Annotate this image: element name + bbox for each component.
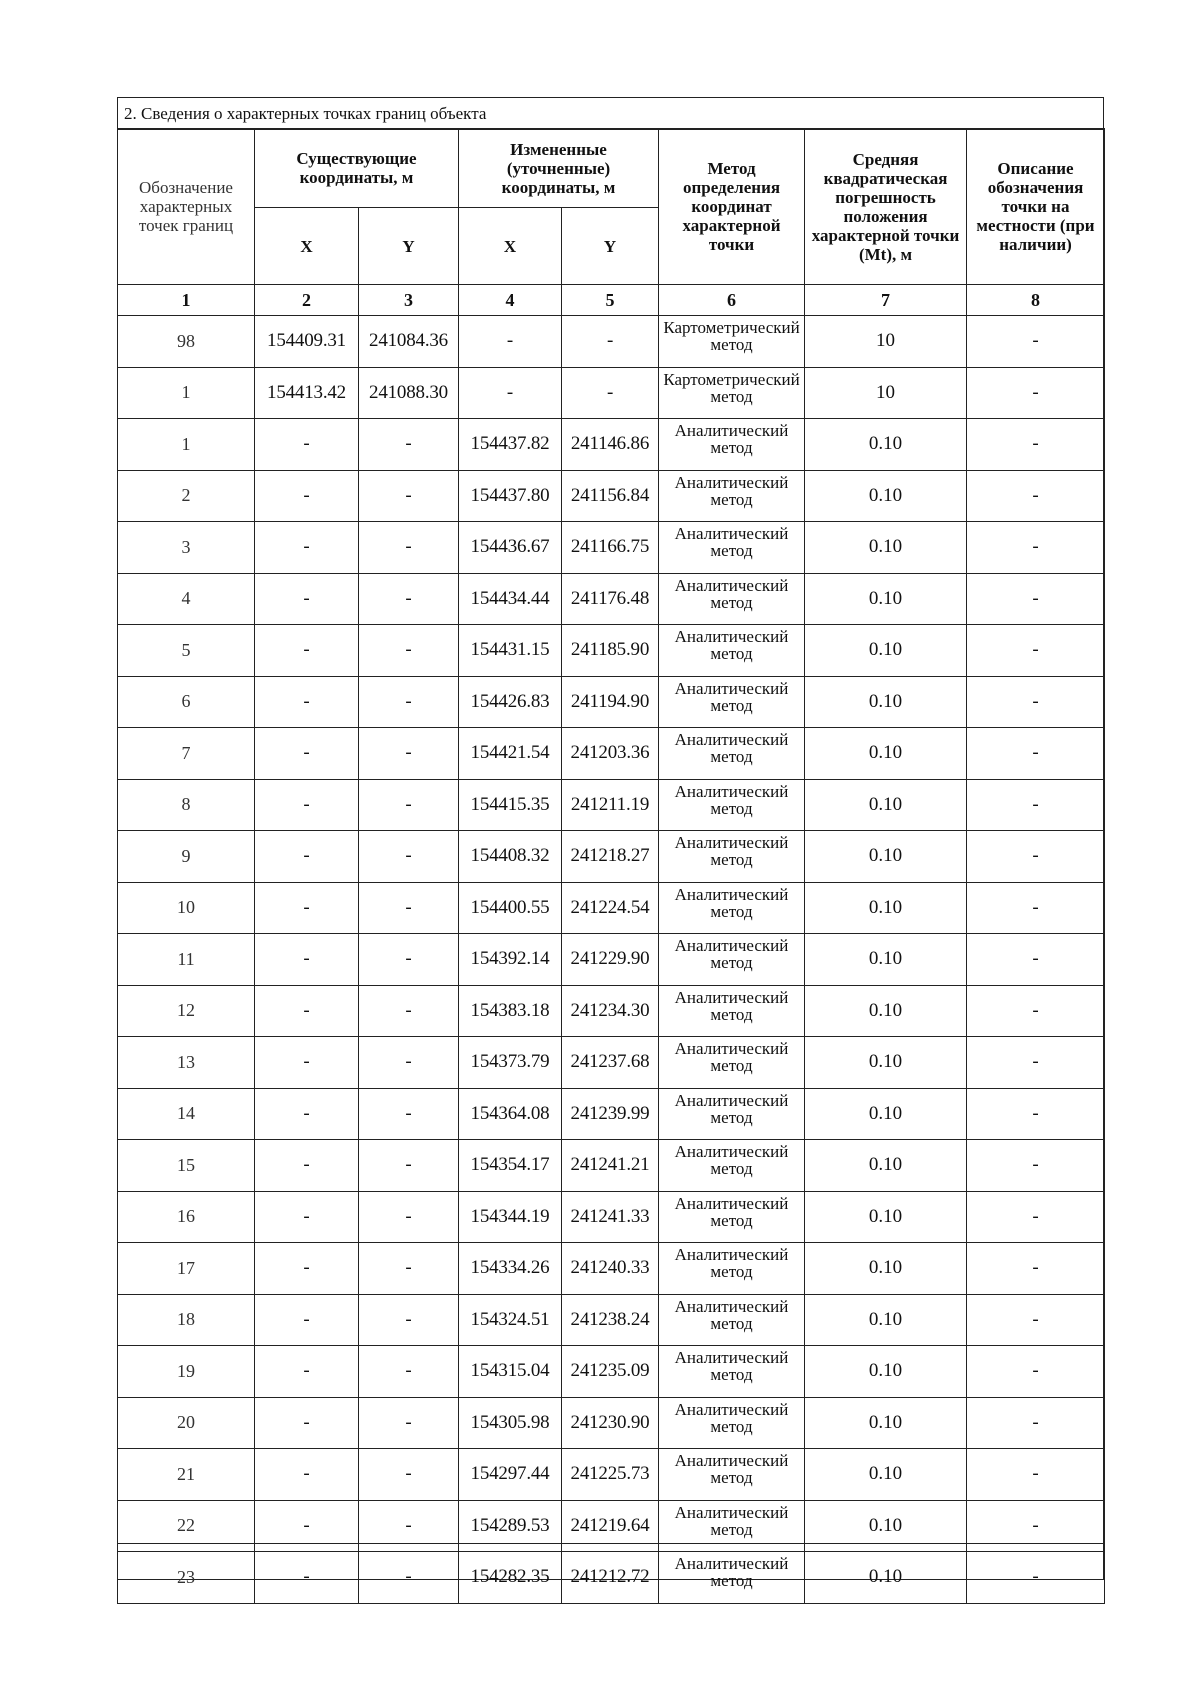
table-row (118, 1449, 1105, 1501)
changed-x-cell: 154437.82 (459, 419, 562, 471)
existing-x-cell: - (255, 1346, 359, 1398)
point-designation-cell: 20 (118, 1397, 255, 1449)
description-cell: - (967, 728, 1105, 780)
changed-y-cell: 241185.90 (562, 625, 659, 677)
existing-x-cell: - (255, 1397, 359, 1449)
changed-y-cell: 241241.21 (562, 1140, 659, 1192)
header-description: Описание обозначения точки на местности (при наличии) (967, 129, 1105, 285)
method-cell: Аналитический метод (659, 1552, 805, 1604)
point-designation-cell: 1 (118, 419, 255, 471)
existing-y-cell: - (359, 1140, 459, 1192)
mean-error-cell: 10 (805, 316, 967, 368)
changed-y-cell: 241156.84 (562, 470, 659, 522)
mean-error-cell: 0.10 (805, 419, 967, 471)
description-cell: - (967, 1397, 1105, 1449)
existing-y-cell: - (359, 779, 459, 831)
mean-error-cell: 0.10 (805, 728, 967, 780)
description-cell: - (967, 676, 1105, 728)
table-row (118, 985, 1105, 1037)
existing-x-cell: - (255, 1191, 359, 1243)
table-row (118, 470, 1105, 522)
point-designation-cell: 21 (118, 1449, 255, 1501)
existing-x-cell: - (255, 882, 359, 934)
changed-y-cell: 241235.09 (562, 1346, 659, 1398)
description-cell: - (967, 573, 1105, 625)
point-designation-cell: 23 (118, 1552, 255, 1604)
changed-y-cell: 241194.90 (562, 676, 659, 728)
method-cell: Аналитический метод (659, 779, 805, 831)
changed-y-cell: - (562, 367, 659, 419)
description-cell: - (967, 779, 1105, 831)
existing-x-cell: - (255, 934, 359, 986)
description-cell: - (967, 1294, 1105, 1346)
mean-error-cell: 0.10 (805, 1140, 967, 1192)
point-designation-cell: 19 (118, 1346, 255, 1398)
mean-error-cell: 0.10 (805, 1346, 967, 1398)
existing-y-cell: - (359, 573, 459, 625)
changed-x-cell: 154437.80 (459, 470, 562, 522)
method-cell: Картометрический метод (659, 316, 805, 368)
point-designation-cell: 11 (118, 934, 255, 986)
description-cell: - (967, 1191, 1105, 1243)
existing-y-cell: 241084.36 (359, 316, 459, 368)
description-cell: - (967, 470, 1105, 522)
changed-y-cell: 241238.24 (562, 1294, 659, 1346)
header-existing-y: Y (359, 208, 459, 285)
method-cell: Аналитический метод (659, 934, 805, 986)
changed-y-cell: 241218.27 (562, 831, 659, 883)
existing-y-cell: - (359, 1191, 459, 1243)
changed-x-cell: - (459, 367, 562, 419)
method-cell: Аналитический метод (659, 1346, 805, 1398)
changed-x-cell: 154431.15 (459, 625, 562, 677)
mean-error-cell: 0.10 (805, 1500, 967, 1552)
column-number: 7 (805, 285, 967, 316)
point-designation-cell: 12 (118, 985, 255, 1037)
mean-error-cell: 0.10 (805, 1552, 967, 1604)
changed-y-cell: 241240.33 (562, 1243, 659, 1295)
existing-x-cell: - (255, 1500, 359, 1552)
changed-y-cell: 241241.33 (562, 1191, 659, 1243)
changed-x-cell: 154383.18 (459, 985, 562, 1037)
changed-x-cell: 154297.44 (459, 1449, 562, 1501)
changed-x-cell: - (459, 316, 562, 368)
point-designation-cell: 16 (118, 1191, 255, 1243)
existing-y-cell: - (359, 1088, 459, 1140)
existing-y-cell: - (359, 985, 459, 1037)
existing-x-cell: - (255, 728, 359, 780)
method-cell: Аналитический метод (659, 522, 805, 574)
existing-x-cell: - (255, 573, 359, 625)
description-cell: - (967, 367, 1105, 419)
column-number-row (118, 285, 1105, 316)
point-designation-cell: 1 (118, 367, 255, 419)
existing-y-cell: - (359, 470, 459, 522)
mean-error-cell: 0.10 (805, 625, 967, 677)
description-cell: - (967, 1088, 1105, 1140)
mean-error-cell: 0.10 (805, 1191, 967, 1243)
description-cell: - (967, 985, 1105, 1037)
mean-error-cell: 0.10 (805, 1037, 967, 1089)
existing-x-cell: - (255, 831, 359, 883)
mean-error-cell: 0.10 (805, 573, 967, 625)
point-designation-cell: 14 (118, 1088, 255, 1140)
description-cell: - (967, 934, 1105, 986)
existing-x-cell: - (255, 1037, 359, 1089)
changed-y-cell: 241239.99 (562, 1088, 659, 1140)
changed-y-cell: 241203.36 (562, 728, 659, 780)
description-cell: - (967, 316, 1105, 368)
point-designation-cell: 98 (118, 316, 255, 368)
changed-y-cell: 241211.19 (562, 779, 659, 831)
description-cell: - (967, 831, 1105, 883)
existing-x-cell: - (255, 625, 359, 677)
existing-x-cell: - (255, 676, 359, 728)
table-row (118, 625, 1105, 677)
table-row (118, 1140, 1105, 1192)
point-designation-cell: 17 (118, 1243, 255, 1295)
point-designation-cell: 9 (118, 831, 255, 883)
existing-x-cell: - (255, 985, 359, 1037)
method-cell: Аналитический метод (659, 1088, 805, 1140)
existing-y-cell: 241088.30 (359, 367, 459, 419)
existing-y-cell: - (359, 934, 459, 986)
existing-y-cell: - (359, 728, 459, 780)
changed-x-cell: 154434.44 (459, 573, 562, 625)
existing-y-cell: - (359, 1294, 459, 1346)
mean-error-cell: 0.10 (805, 1397, 967, 1449)
description-cell: - (967, 625, 1105, 677)
mean-error-cell: 0.10 (805, 882, 967, 934)
existing-x-cell: - (255, 470, 359, 522)
table-row (118, 316, 1105, 368)
method-cell: Аналитический метод (659, 1037, 805, 1089)
header-method: Метод определения координат характерной точки (659, 129, 805, 285)
column-number: 8 (967, 285, 1105, 316)
table-row (118, 779, 1105, 831)
point-designation-cell: 15 (118, 1140, 255, 1192)
description-cell: - (967, 1346, 1105, 1398)
existing-x-cell: 154413.42 (255, 367, 359, 419)
changed-y-cell: 241176.48 (562, 573, 659, 625)
method-cell: Аналитический метод (659, 1294, 805, 1346)
changed-x-cell: 154324.51 (459, 1294, 562, 1346)
method-cell: Аналитический метод (659, 676, 805, 728)
method-cell: Аналитический метод (659, 1191, 805, 1243)
changed-y-cell: 241219.64 (562, 1500, 659, 1552)
table-row (118, 676, 1105, 728)
changed-x-cell: 154305.98 (459, 1397, 562, 1449)
description-cell: - (967, 522, 1105, 574)
point-designation-cell: 5 (118, 625, 255, 677)
table-row (118, 367, 1105, 419)
point-designation-cell: 7 (118, 728, 255, 780)
mean-error-cell: 0.10 (805, 1449, 967, 1501)
changed-x-cell: 154364.08 (459, 1088, 562, 1140)
changed-x-cell: 154334.26 (459, 1243, 562, 1295)
table-body (118, 316, 1105, 1604)
existing-x-cell: - (255, 1243, 359, 1295)
changed-x-cell: 154392.14 (459, 934, 562, 986)
mean-error-cell: 0.10 (805, 985, 967, 1037)
method-cell: Аналитический метод (659, 831, 805, 883)
method-cell: Аналитический метод (659, 470, 805, 522)
existing-y-cell: - (359, 1346, 459, 1398)
point-designation-cell: 18 (118, 1294, 255, 1346)
method-cell: Аналитический метод (659, 728, 805, 780)
method-cell: Аналитический метод (659, 985, 805, 1037)
existing-y-cell: - (359, 1449, 459, 1501)
method-cell: Аналитический метод (659, 573, 805, 625)
changed-y-cell: - (562, 316, 659, 368)
changed-y-cell: 241212.72 (562, 1552, 659, 1604)
mean-error-cell: 0.10 (805, 1294, 967, 1346)
table-row (118, 1397, 1105, 1449)
table-row (118, 1243, 1105, 1295)
existing-y-cell: - (359, 676, 459, 728)
existing-y-cell: - (359, 1037, 459, 1089)
header-changed-x: X (459, 208, 562, 285)
mean-error-cell: 0.10 (805, 779, 967, 831)
mean-error-cell: 0.10 (805, 934, 967, 986)
table-row (118, 728, 1105, 780)
header-changed-y: Y (562, 208, 659, 285)
changed-x-cell: 154421.54 (459, 728, 562, 780)
method-cell: Аналитический метод (659, 1449, 805, 1501)
mean-error-cell: 0.10 (805, 470, 967, 522)
description-cell: - (967, 1500, 1105, 1552)
changed-x-cell: 154408.32 (459, 831, 562, 883)
method-cell: Картометрический метод (659, 367, 805, 419)
method-cell: Аналитический метод (659, 882, 805, 934)
method-cell: Аналитический метод (659, 419, 805, 471)
changed-x-cell: 154354.17 (459, 1140, 562, 1192)
existing-x-cell: - (255, 1088, 359, 1140)
changed-x-cell: 154289.53 (459, 1500, 562, 1552)
point-designation-cell: 10 (118, 882, 255, 934)
header-mean-error: Средняя квадратическая погрешность положения характерной точки (Mt), м (805, 129, 967, 285)
method-cell: Аналитический метод (659, 1243, 805, 1295)
changed-x-cell: 154373.79 (459, 1037, 562, 1089)
existing-x-cell: - (255, 1449, 359, 1501)
column-number: 1 (118, 285, 255, 316)
boundary-points-table (117, 128, 1105, 1604)
table-row (118, 1088, 1105, 1140)
existing-y-cell: - (359, 1500, 459, 1552)
existing-y-cell: - (359, 419, 459, 471)
column-number: 5 (562, 285, 659, 316)
method-cell: Аналитический метод (659, 1500, 805, 1552)
document-sheet (117, 97, 1104, 1590)
method-cell: Аналитический метод (659, 1397, 805, 1449)
existing-x-cell: - (255, 1140, 359, 1192)
table-row (118, 1191, 1105, 1243)
table-header (118, 129, 1105, 316)
section-title: 2. Сведения о характерных точках границ объекта (118, 98, 1103, 130)
column-number: 2 (255, 285, 359, 316)
existing-x-cell: - (255, 419, 359, 471)
table-row (118, 573, 1105, 625)
existing-y-cell: - (359, 882, 459, 934)
existing-y-cell: - (359, 625, 459, 677)
changed-y-cell: 241237.68 (562, 1037, 659, 1089)
existing-x-cell: - (255, 779, 359, 831)
mean-error-cell: 0.10 (805, 676, 967, 728)
changed-y-cell: 241234.30 (562, 985, 659, 1037)
existing-y-cell: - (359, 1243, 459, 1295)
header-point-designation: Обозначение характерных точек границ (118, 129, 255, 285)
description-cell: - (967, 882, 1105, 934)
existing-y-cell: - (359, 831, 459, 883)
existing-x-cell: 154409.31 (255, 316, 359, 368)
changed-x-cell: 154344.19 (459, 1191, 562, 1243)
point-designation-cell: 3 (118, 522, 255, 574)
existing-x-cell: - (255, 1294, 359, 1346)
description-cell: - (967, 1140, 1105, 1192)
changed-x-cell: 154426.83 (459, 676, 562, 728)
description-cell: - (967, 419, 1105, 471)
table-row (118, 419, 1105, 471)
point-designation-cell: 6 (118, 676, 255, 728)
method-cell: Аналитический метод (659, 625, 805, 677)
changed-x-cell: 154315.04 (459, 1346, 562, 1398)
column-number: 6 (659, 285, 805, 316)
point-designation-cell: 4 (118, 573, 255, 625)
mean-error-cell: 0.10 (805, 522, 967, 574)
header-existing-coordinates: Существующие координаты, м (255, 129, 459, 208)
mean-error-cell: 0.10 (805, 831, 967, 883)
point-designation-cell: 8 (118, 779, 255, 831)
existing-y-cell: - (359, 1397, 459, 1449)
point-designation-cell: 2 (118, 470, 255, 522)
mean-error-cell: 0.10 (805, 1088, 967, 1140)
header-existing-x: X (255, 208, 359, 285)
table-row (118, 1346, 1105, 1398)
description-cell: - (967, 1552, 1105, 1604)
existing-y-cell: - (359, 522, 459, 574)
changed-y-cell: 241230.90 (562, 1397, 659, 1449)
existing-x-cell: - (255, 1552, 359, 1604)
changed-y-cell: 241229.90 (562, 934, 659, 986)
method-cell: Аналитический метод (659, 1140, 805, 1192)
changed-y-cell: 241146.86 (562, 419, 659, 471)
table-row (118, 831, 1105, 883)
changed-x-cell: 154282.35 (459, 1552, 562, 1604)
column-number: 3 (359, 285, 459, 316)
point-designation-cell: 22 (118, 1500, 255, 1552)
description-cell: - (967, 1449, 1105, 1501)
point-designation-cell: 13 (118, 1037, 255, 1089)
table-row (118, 882, 1105, 934)
changed-x-cell: 154415.35 (459, 779, 562, 831)
mean-error-cell: 0.10 (805, 1243, 967, 1295)
changed-x-cell: 154400.55 (459, 882, 562, 934)
changed-x-cell: 154436.67 (459, 522, 562, 574)
existing-x-cell: - (255, 522, 359, 574)
description-cell: - (967, 1037, 1105, 1089)
table-row (118, 1037, 1105, 1089)
table-row (118, 1294, 1105, 1346)
mean-error-cell: 10 (805, 367, 967, 419)
column-number: 4 (459, 285, 562, 316)
table-row (118, 934, 1105, 986)
changed-y-cell: 241166.75 (562, 522, 659, 574)
table-row (118, 522, 1105, 574)
header-changed-coordinates: Измененные (уточненные) координаты, м (459, 129, 659, 208)
changed-y-cell: 241225.73 (562, 1449, 659, 1501)
existing-y-cell: - (359, 1552, 459, 1604)
empty-footer-row (118, 1543, 1103, 1579)
changed-y-cell: 241224.54 (562, 882, 659, 934)
description-cell: - (967, 1243, 1105, 1295)
